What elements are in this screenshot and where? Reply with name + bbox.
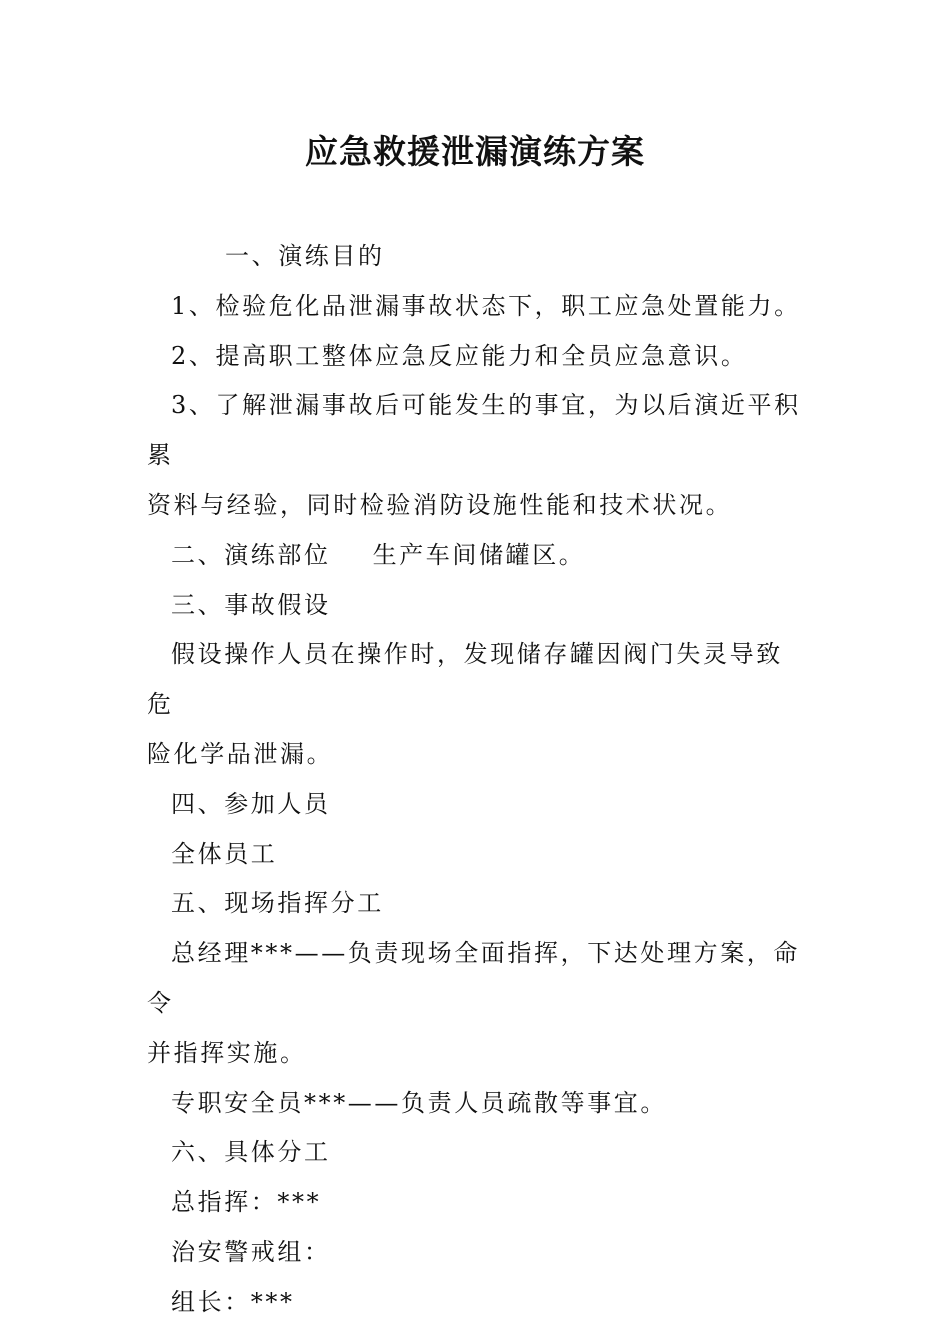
section-heading-location: 二、演练部位: [171, 540, 331, 569]
section-location: [147, 531, 807, 581]
purpose-item-3-line-1: 3、了解泄漏事故后可能发生的事宜，为以后演近平积累: [147, 391, 801, 470]
section-heading-purpose: 一、演练目的: [225, 242, 385, 270]
participants-text: 全体员工: [171, 839, 278, 868]
assignment-group-leader: 组长：***: [171, 1287, 295, 1316]
purpose-item-1: 1、检验危化品泄漏事故状态下，职工应急处置能力。: [171, 291, 801, 320]
command-item-1-line-2: 并指挥实施。: [147, 1038, 307, 1067]
document-body: [147, 232, 807, 1328]
scenario-text-line-2: 险化学品泄漏。: [147, 739, 334, 768]
command-item-1-line-1: 总经理***——负责现场全面指挥，下达处理方案，命令: [147, 939, 800, 1017]
purpose-item-2: 2、提高职工整体应急反应能力和全员应急意识。: [171, 341, 748, 370]
purpose-item-3-line-2: 资料与经验，同时检验消防设施性能和技术状况。: [147, 490, 733, 519]
section-heading-participants: 四、参加人员: [171, 789, 331, 818]
assignment-security-group: 治安警戒组：: [171, 1237, 331, 1266]
location-value: 生产车间储罐区。: [372, 540, 586, 569]
command-item-2: 专职安全员***——负责人员疏散等事宜。: [171, 1088, 667, 1117]
section-heading-scenario: 三、事故假设: [171, 590, 331, 619]
assignment-commander: 总指挥：***: [171, 1188, 322, 1217]
document-title: 应急救援泄漏演练方案: [305, 132, 645, 171]
section-heading-assignments: 六、具体分工: [171, 1138, 331, 1167]
scenario-text-line-1: 假设操作人员在操作时，发现储存罐因阀门失灵导致危: [147, 640, 783, 719]
section-heading-command: 五、现场指挥分工: [171, 889, 384, 918]
